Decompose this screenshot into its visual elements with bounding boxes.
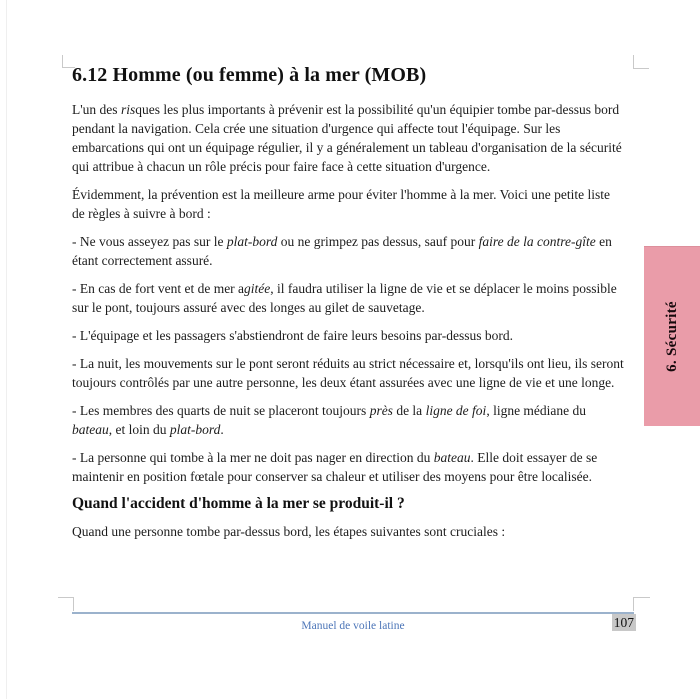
page-number-field[interactable]: 107 [613, 615, 634, 630]
paragraph [72, 448, 624, 486]
text-run: - En cas de fort vent et de mer a [72, 281, 245, 296]
chapter-side-tab-label: 6. Sécurité [663, 301, 680, 372]
footer-separator-line [72, 612, 634, 614]
text-boundary-corner-mark-top-right [633, 55, 649, 69]
italic-text-run: faire de la contre-gîte [478, 234, 596, 249]
italic-text-run: bateau [72, 422, 109, 437]
footer [72, 616, 634, 634]
text-run: , et loin du [108, 422, 170, 437]
text-run: - L'équipage et les passagers s'abstiendront de faire leurs besoins par-dessus bord. [72, 328, 513, 343]
paragraph [72, 401, 624, 439]
paragraph [72, 100, 624, 176]
subsection-heading: Quand l'accident d'homme à la mer se produit-il ? [72, 495, 405, 512]
italic-text-run: près [369, 403, 393, 418]
paragraph [72, 354, 624, 392]
text-run: L'un des [72, 102, 121, 117]
text-run: de la [392, 403, 426, 418]
text-run: - Ne vous asseyez pas sur le [72, 234, 227, 249]
text-run: , ligne médiane du [486, 403, 587, 418]
text-boundary-corner-mark-bottom-left [58, 597, 74, 611]
text-run: Évidemment, la prévention est la meilleure arme pour éviter l'homme à la mer. Voici une petite liste de règles à suivre à bord : [72, 187, 611, 221]
page-edge-line [6, 0, 7, 699]
text-run: - La nuit, les mouvements sur le pont seront réduits au strict nécessaire et, lorsqu'ils ont lieu, ils seront toujours contrôlés par une autre personne, les deux étant assurées avec une ligne de vie et une longe. [72, 356, 624, 390]
text-boundary-corner-mark-bottom-right [633, 597, 650, 611]
italic-text-run: ligne de foi [425, 403, 487, 418]
italic-text-run: bateau [433, 450, 471, 465]
text-run: - La personne qui tombe à la mer ne doit pas nager en direction du [72, 450, 434, 465]
text-run: . Elle doit essayer de se maintenir en position fœtale pour conserver sa chaleur et utiliser des moyens pour être localisée. [72, 450, 598, 484]
paragraph [72, 185, 624, 223]
document-body[interactable] [72, 63, 624, 550]
text-run: ques les plus importants à prévenir est la possibilité qu'un équipier tombe par-dessus bord pendant la navigation. Cela crée une situation d'urgence qui affecte tout l'équipage. Sur les embarcations qui ont un équipage régulier, il y a généralement un tableau d'organisation de la sécurité qui attribue à chacun un rôle précis pour faire face à cette situation d'urgence. [72, 102, 622, 174]
section-title: 6.12 Homme (ou femme) à la mer (MOB) [72, 64, 427, 86]
text-run: en étant correctement assuré. [72, 234, 612, 268]
chapter-side-tab [644, 246, 700, 426]
text-run: . [220, 422, 224, 437]
italic-text-run: gitée [244, 281, 271, 296]
text-run: ou ne grimpez pas dessus, sauf pour [277, 234, 479, 249]
italic-text-run: plat-bord [226, 234, 278, 249]
text-run: , il faudra utiliser la ligne de vie et se déplacer le moins possible sur le pont, toujours assuré avec des longes au gilet de sauvetage. [72, 281, 617, 315]
paragraph [72, 279, 624, 317]
italic-text-run: ris [120, 102, 136, 117]
footer-book-title: Manuel de voile latine [301, 620, 405, 632]
italic-text-run: plat-bord [169, 422, 221, 437]
closing-paragraph: Quand une personne tombe par-dessus bord, les étapes suivantes sont cruciales : [72, 524, 506, 539]
section-paragraphs [72, 100, 624, 486]
paragraph [72, 232, 624, 270]
paragraph [72, 326, 624, 345]
text-run: - Les membres des quarts de nuit se placeront toujours [72, 403, 370, 418]
